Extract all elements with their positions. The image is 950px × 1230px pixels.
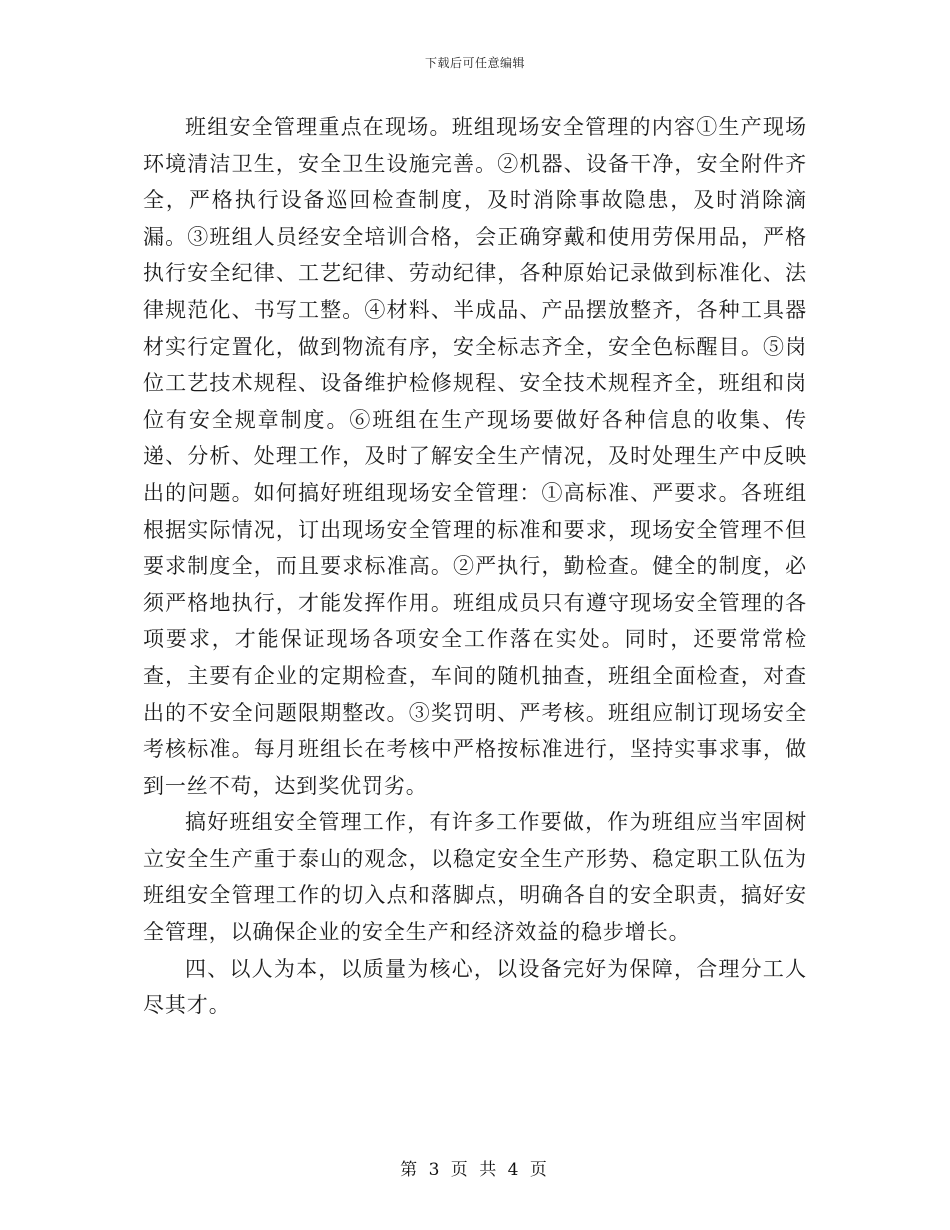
document-body (143, 109, 807, 1024)
header-note: 下载后可任意编辑 (424, 56, 525, 70)
paragraph: 班组安全管理重点在现场。班组现场安全管理的内容①生产现场环境清洁卫生，安全卫生设施完善。②机器、设备干净，安全附件齐全，严格执行设备巡回检查制度，及时消除事故隐患，及时消除滴漏。③班组人员经安全培训合格，会正确穿戴和使用劳保用品，严格执行安全纪律、工艺纪律、劳动纪律，各种原始记录做到标准化、法律规范化、书写工整。④材料、半成品、产品摆放整齐，各种工具器材实行定置化，做到物流有序，安全标志齐全，安全色标醒目。⑤岗位工艺技术规程、设备维护检修规程、安全技术规程齐全，班组和岗位有安全规章制度。⑥班组在生产现场要做好各种信息的收集、传递、分析、处理工作，及时了解安全生产情况，及时处理生产中反映出的问题。如何搞好班组现场安全管理：①高标准、严要求。各班组根据实际情况，订出现场安全管理的标准和要求，现场安全管理不但要求制度全，而且要求标准高。②严执行，勤检查。健全的制度，必须严格地执行，才能发挥作用。班组成员只有遵守现场安全管理的各项要求，才能保证现场各项安全工作落在实处。同时，还要常常检查，主要有企业的定期检查，车间的随机抽查，班组全面检查，对查出的不安全问题限期整改。③奖罚明、严考核。班组应制订现场安全考核标准。每月班组长在考核中严格按标准进行，坚持实事求事，做到一丝不苟，达到奖优罚劣。 (143, 115, 807, 798)
paragraph: 四、以人为本，以质量为核心，以设备完好为保障，合理分工人尽其才。 (143, 956, 807, 1018)
paragraph: 搞好班组安全管理工作，有许多工作要做，作为班组应当牢固树立安全生产重于泰山的观念，以稳定安全生产形势、稳定职工队伍为班组安全管理工作的切入点和落脚点，明确各自的安全职责，搞好安全管理，以确保企业的安全生产和经济效益的稳步增长。 (143, 810, 807, 945)
page-number-footer: 第 3 页 共 4 页 (400, 1160, 550, 1180)
